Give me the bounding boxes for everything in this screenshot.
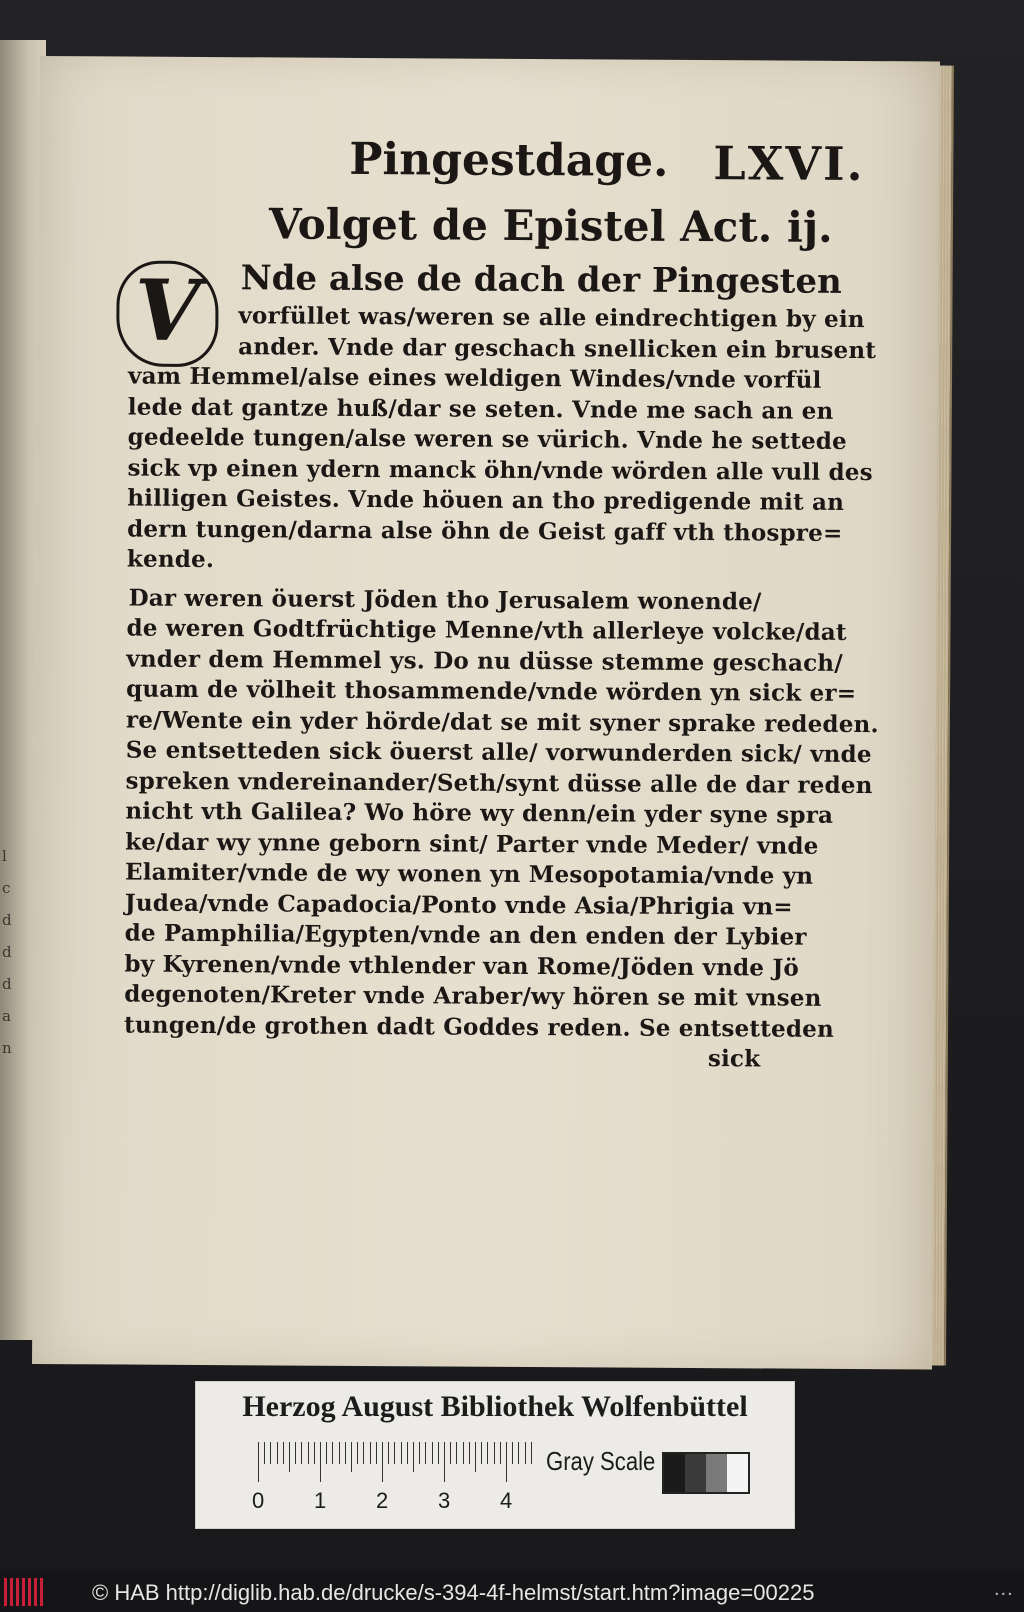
ruler-tick xyxy=(277,1442,278,1464)
ruler-tick xyxy=(351,1442,352,1472)
leaf-fragment: l xyxy=(2,847,7,865)
leaf-fragment: d xyxy=(2,975,12,993)
ruler-tick xyxy=(407,1442,408,1464)
gray-swatch xyxy=(727,1454,748,1492)
ruler-number: 1 xyxy=(314,1488,327,1513)
ruler-tick xyxy=(382,1442,383,1482)
source-url-text: © HAB http://diglib.hab.de/drucke/s-394-4f-helmst/start.htm?image=00225 xyxy=(92,1580,815,1605)
ruler-tick xyxy=(339,1442,340,1464)
ruler-tick xyxy=(450,1442,451,1464)
ruler-number: 3 xyxy=(438,1488,451,1513)
text-line: sick vp einen ydern manck öhn/vnde wörden alle vull des xyxy=(127,454,873,486)
ruler-tick xyxy=(525,1442,526,1464)
viewer-status-bar xyxy=(0,1572,1024,1612)
book-page-block xyxy=(32,56,950,1372)
text-line: by Kyrenen/vnde vthlender van Rome/Jöden vnde Jö xyxy=(124,950,800,982)
ruler-tick xyxy=(432,1442,433,1464)
text-line: hilligen Geistes. Vnde höuen an tho predigende mit an xyxy=(127,484,845,516)
text-line: vnder dem Hemmel ys. Do nu düsse stemme geschach/ xyxy=(126,645,843,677)
gray-scale-swatches xyxy=(662,1452,750,1494)
ruler-tick xyxy=(308,1442,309,1464)
gray-swatch xyxy=(664,1454,685,1492)
ruler-tick xyxy=(512,1442,513,1464)
ruler-number: 0 xyxy=(252,1488,265,1513)
book-page xyxy=(32,56,940,1369)
text-line: tungen/de grothen dadt Goddes reden. Se entsetteden xyxy=(124,1011,835,1043)
ruler-tick xyxy=(419,1442,420,1464)
ruler-tick xyxy=(289,1442,290,1472)
ruler-tick xyxy=(283,1442,284,1464)
ruler-tick xyxy=(487,1442,488,1464)
text-line: quam de völheit thosammende/vnde wörden yn sick er= xyxy=(126,675,857,707)
hab-logo-icon xyxy=(4,1578,46,1606)
ruler-tick xyxy=(345,1442,346,1464)
text-line: de Pamphilia/Egypten/vnde an den enden der Lybier xyxy=(124,919,807,951)
gray-swatch xyxy=(685,1454,706,1492)
text-line: Nde alse de dach der Pingesten xyxy=(240,258,842,302)
text-line: kende. xyxy=(126,545,215,574)
text-line: ke/dar wy ynne geborn sint/ Parter vnde Meder/ vnde xyxy=(125,828,819,860)
leaf-fragment: n xyxy=(2,1039,12,1057)
leaf-fragment: d xyxy=(2,911,12,929)
page-header xyxy=(69,126,889,197)
ruler-tick xyxy=(438,1442,439,1464)
ruler-tick xyxy=(494,1442,495,1464)
text-line: Elamiter/vnde de wy wonen yn Mesopotamia/vnde yn xyxy=(124,858,814,890)
text-line: vorfüllet was/weren se alle eindrechtigen by ein xyxy=(238,302,865,334)
ruler-tick xyxy=(506,1442,507,1482)
ruler-tick xyxy=(469,1442,470,1464)
text-line: dern tungen/darna alse öhn de Geist gaff vth thospre= xyxy=(127,515,843,547)
ruler-tick xyxy=(388,1442,389,1464)
text-line: Dar weren öuerst Jöden tho Jerusalem wonende/ xyxy=(128,584,762,615)
ruler-tick xyxy=(481,1442,482,1464)
leaf-fragment: c xyxy=(2,879,11,897)
ruler-tick xyxy=(475,1442,476,1472)
text-line: Judea/vnde Capadocia/Ponto vnde Asia/Phrigia vn= xyxy=(124,889,793,921)
catchword: sick xyxy=(707,1045,761,1073)
ruler-tick xyxy=(326,1442,327,1464)
ruler-tick xyxy=(425,1442,426,1464)
ruler-tick xyxy=(314,1442,315,1464)
ruler-tick xyxy=(320,1442,321,1482)
scale-ruler xyxy=(252,1442,528,1513)
ruler-tick xyxy=(401,1442,402,1464)
leaf-fragment: a xyxy=(2,1007,11,1025)
running-head: Pingestdage. xyxy=(349,133,669,187)
folio-number: LXVI. xyxy=(713,136,865,192)
ruler-tick xyxy=(258,1442,259,1482)
ruler-tick xyxy=(264,1442,265,1464)
text-line: ander. Vnde dar geschach snellicken ein brusent xyxy=(238,332,877,364)
ruler-tick xyxy=(500,1442,501,1464)
text-line: lede dat gantze huß/dar se seten. Vnde me sach an en xyxy=(127,393,834,425)
text-line: spreken vndereinander/Seth/synt düsse alle de dar reden xyxy=(125,767,873,799)
ruler-tick xyxy=(531,1442,532,1464)
more-options-icon[interactable]: ... xyxy=(994,1578,1014,1600)
text-line: degenoten/Kreter vnde Araber/wy hören se mit vnsen xyxy=(124,980,822,1012)
ruler-tick xyxy=(270,1442,271,1464)
library-name: Herzog August Bibliothek Wolfenbüttel xyxy=(242,1390,748,1423)
text-line: gedeelde tungen/alse weren se vürich. Vnde he settede xyxy=(127,423,848,455)
text-line: nicht vth Galilea? Wo höre wy denn/ein yder syne spra xyxy=(125,797,834,829)
ruler-tick xyxy=(444,1442,445,1482)
ruler-tick xyxy=(363,1442,364,1464)
ruler-tick xyxy=(370,1442,371,1464)
adjacent-leaf-text xyxy=(2,840,14,1064)
page-text-block xyxy=(64,126,890,1075)
text-line: Se entsetteden sick öuerst alle/ vorwunderden sick/ vnde xyxy=(125,736,872,769)
ruler-tick xyxy=(301,1442,302,1464)
ruler-tick xyxy=(332,1442,333,1464)
library-color-card xyxy=(196,1382,794,1528)
text-line: de weren Godtfrüchtige Menne/vth allerleye volcke/dat xyxy=(126,614,847,646)
ruler-tick xyxy=(357,1442,358,1464)
paragraph-2 xyxy=(64,583,887,1076)
text-line: vam Hemmel/alse eines weldigen Windes/vnde vorfül xyxy=(127,362,822,394)
ruler-tick xyxy=(394,1442,395,1464)
gray-scale-label: Gray Scale xyxy=(546,1446,656,1476)
section-heading: Volget de Epistel Act. ij. xyxy=(268,199,833,252)
decorated-initial: V xyxy=(116,260,219,367)
text-line: re/Wente ein yder hörde/dat se mit syner sprake rededen. xyxy=(125,706,879,738)
ruler-number: 4 xyxy=(500,1488,513,1513)
paragraph-1 xyxy=(67,254,889,580)
ruler-tick xyxy=(376,1442,377,1464)
ruler-tick xyxy=(456,1442,457,1464)
ruler-tick xyxy=(413,1442,414,1472)
ruler-number: 2 xyxy=(376,1488,389,1513)
leaf-fragment: d xyxy=(2,943,12,961)
ruler-tick xyxy=(463,1442,464,1464)
ruler-tick xyxy=(295,1442,296,1464)
gray-swatch xyxy=(706,1454,727,1492)
ruler-tick xyxy=(518,1442,519,1464)
